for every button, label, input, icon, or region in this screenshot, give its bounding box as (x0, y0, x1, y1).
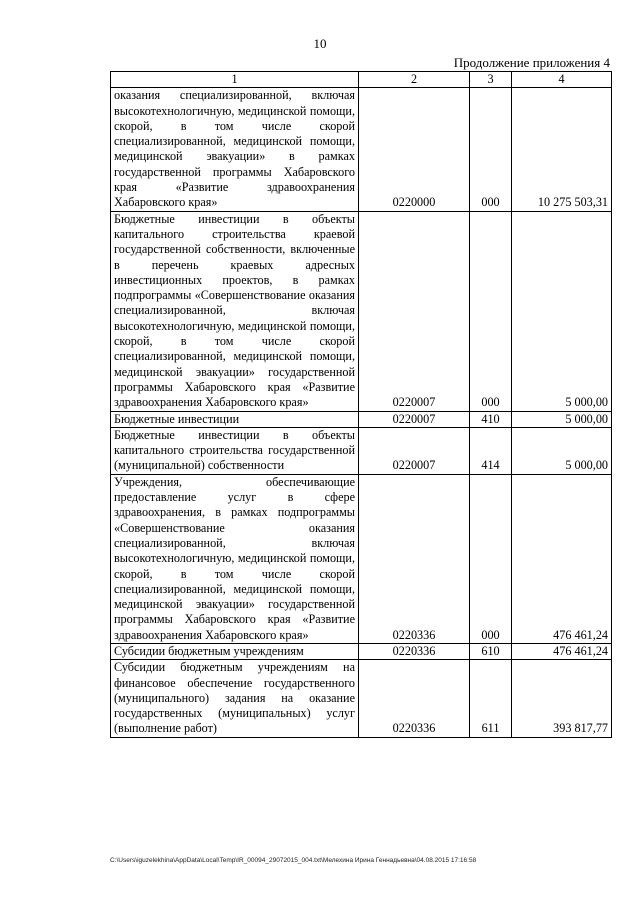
column-header-3: 3 (470, 72, 512, 88)
row-description: Учреждения, обеспечивающие предоставление услуг в сфере здравоохранения, в рамках подпрограммы «Совершенствование оказания специализированной, включая высокотехнологичную, медицинской помощи, скорой, в том числе скорой специализированной, медицинской помощи, медицинской эвакуации» государственной программы Хабаровского края «Развитие здравоохранения Хабаровского края» (111, 474, 359, 643)
row-amount: 5 000,00 (512, 411, 612, 427)
row-expense-type: 610 (470, 643, 512, 659)
row-amount: 10 275 503,31 (512, 88, 612, 211)
row-expense-type: 000 (470, 211, 512, 411)
table-row (111, 211, 612, 411)
row-target-code: 0220007 (359, 211, 470, 411)
table-row (111, 427, 612, 474)
row-amount: 476 461,24 (512, 474, 612, 643)
row-description: Бюджетные инвестиции в объекты капитального строительства краевой государственной собственности, включенные в перечень краевых адресных инвестиционных проектов, в рамках подпрограммы «Совершенствование оказания специализированной, включая высокотехнологичную, медицинской помощи, скорой, в том числе скорой специализированной, медицинской помощи, медицинской эвакуации» государственной программы Хабаровского края «Развитие здравоохранения Хабаровского края» (111, 211, 359, 411)
continuation-note: Продолжение приложения 4 (453, 55, 610, 70)
row-description: Бюджетные инвестиции в объекты капитального строительства государственной (муниципальной) собственности (111, 427, 359, 474)
row-amount: 476 461,24 (512, 643, 612, 659)
row-target-code: 0220007 (359, 411, 470, 427)
row-amount: 393 817,77 (512, 660, 612, 737)
column-header-2: 2 (359, 72, 470, 88)
footer-file-path: C:\Users\iguzelekhina\AppData\Local\Temp\IR_00094_29072015_004.txt\Мелехина Ирина Геннадьевна\04.08.2015 17:16:58 (110, 857, 477, 864)
row-expense-type: 611 (470, 660, 512, 737)
row-description: Бюджетные инвестиции (111, 411, 359, 427)
row-description: оказания специализированной, включая высокотехнологичную, медицинской помощи, скорой, в том числе скорой специализированной, медицинской помощи, медицинской эвакуации» в рамках государственной программы Хабаровского края «Развитие здравоохранения Хабаровского края» (111, 88, 359, 211)
table-header-row (111, 72, 612, 88)
row-amount: 5 000,00 (512, 427, 612, 474)
row-expense-type: 000 (470, 88, 512, 211)
row-target-code: 0220336 (359, 643, 470, 659)
row-amount: 5 000,00 (512, 211, 612, 411)
page-number: 10 (313, 36, 327, 51)
table-row (111, 660, 612, 737)
column-header-4: 4 (512, 72, 612, 88)
row-target-code: 0220336 (359, 474, 470, 643)
row-expense-type: 000 (470, 474, 512, 643)
column-header-1: 1 (111, 72, 359, 88)
budget-table (110, 71, 612, 738)
row-expense-type: 414 (470, 427, 512, 474)
table-row (111, 411, 612, 427)
row-target-code: 0220000 (359, 88, 470, 211)
table-row (111, 474, 612, 643)
row-target-code: 0220336 (359, 660, 470, 737)
table-row (111, 88, 612, 211)
row-target-code: 0220007 (359, 427, 470, 474)
row-expense-type: 410 (470, 411, 512, 427)
row-description: Субсидии бюджетным учреждениям (111, 643, 359, 659)
table-row (111, 643, 612, 659)
row-description: Субсидии бюджетным учреждениям на финансовое обеспечение государственного (муниципального) задания на оказание государственных (муниципальных) услуг (выполнение работ) (111, 660, 359, 737)
